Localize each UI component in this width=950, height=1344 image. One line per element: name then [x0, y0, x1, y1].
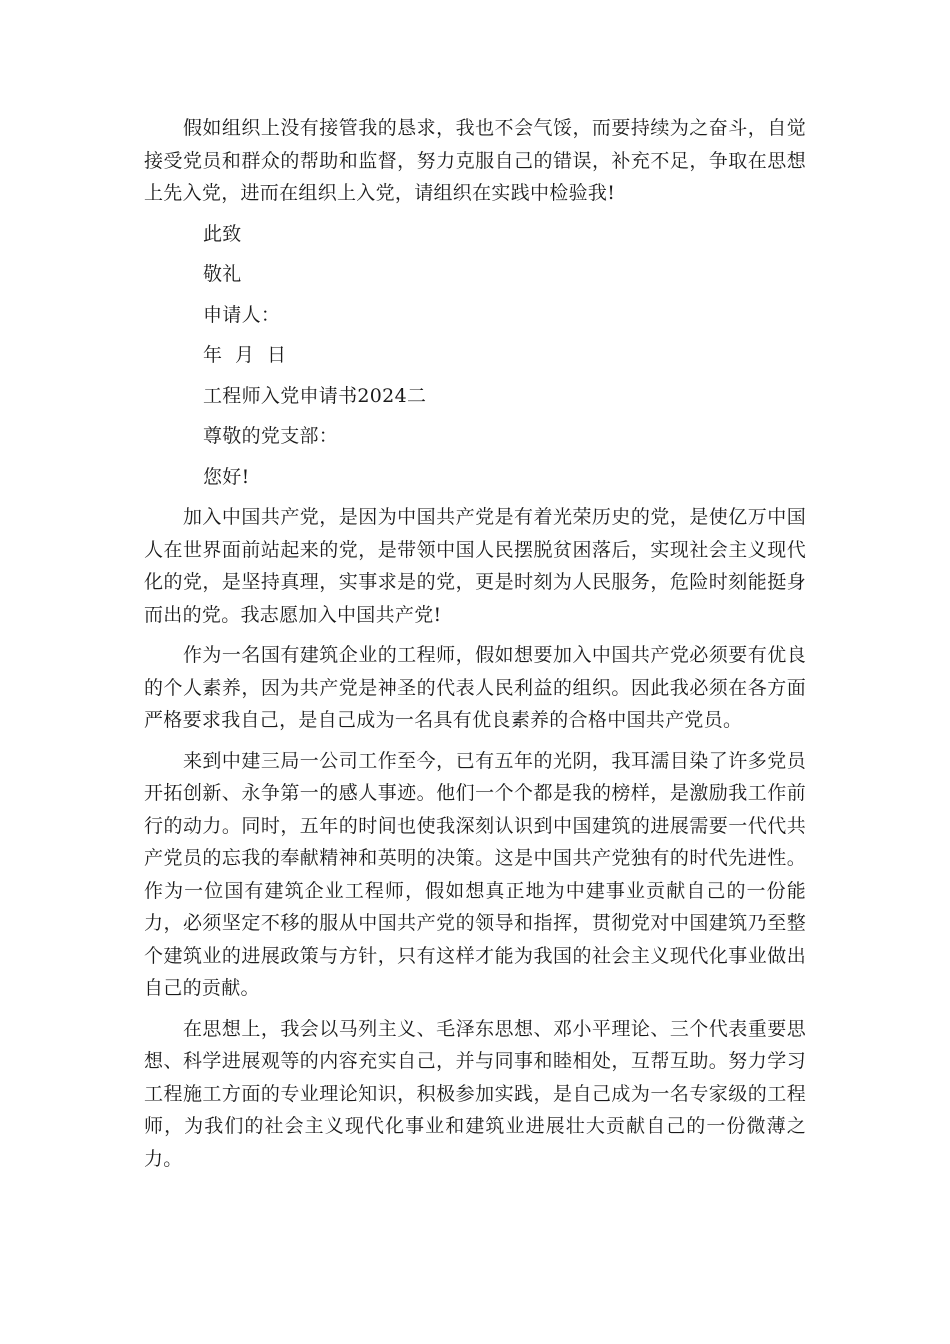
closing-cizhi: 此致: [203, 222, 242, 245]
closing-jingli: 敬礼: [203, 263, 242, 285]
greeting: 您好!: [203, 465, 250, 488]
signature-date: 年 月 日: [203, 344, 287, 366]
paragraph-thought: 在思想上，我会以马列主义、毛泽东思想、邓小平理论、三个代表重要思想、科学进展观等的内容充实自己，并与同事和睦相处，互帮互助。努力学习工程施工方面的专业理论知识，积极参加实践，是自己成为一名专家级的工程师，为我们的社会主义现代化事业和建筑业进展壮大贡献自己的一份微薄之力。: [144, 1017, 806, 1170]
section-title: 工程师入党申请书2024二: [203, 384, 427, 407]
paragraph-why-join: 加入中国共产党，是因为中国共产党是有着光荣历史的党，是使亿万中国人在世界面前站起来的党，是带领中国人民摆脱贫困落后，实现社会主义现代化的党，是坚持真理，实事求是的党，更是时刻为人民服务，危险时刻能挺身而出的党。我志愿加入中国共产党!: [144, 506, 806, 626]
paragraph-experience: 来到中建三局一公司工作至今，已有五年的光阴，我耳濡目染了许多党员开拓创新、永争第一的感人事迹。他们一个个都是我的榜样，是激励我工作前行的动力。同时，五年的时间也使我深刻认识到中国建筑的进展需要一代代共产党员的忘我的奉献精神和英明的决策。这是中国共产党独有的时代先进性。作为一位国有建筑企业工程师，假如想真正地为中建事业贡献自己的一份能力，必须坚定不移的服从中国共产党的领导和指挥，贯彻党对中国建筑乃至整个建筑业的进展政策与方针，只有这样才能为我国的社会主义现代化事业做出自己的贡献。: [144, 749, 806, 999]
document-body: [144, 112, 806, 1183]
salutation: 尊敬的党支部：: [203, 425, 339, 447]
signature-applicant: 申请人：: [203, 303, 281, 326]
paragraph-engineer-quality: 作为一名国有建筑企业的工程师，假如想要加入中国共产党必须要有优良的个人素养，因为共产党是神圣的代表人民利益的组织。因此我必须在各方面严格要求我自己，是自己成为一名具有优良素养的合格中国共产党员。: [144, 644, 806, 731]
paragraph-commitment: 假如组织上没有接管我的恳求，我也不会气馁，而要持续为之奋斗，自觉接受党员和群众的帮助和监督，努力克服自己的错误，补充不足，争取在思想上先入党，进而在组织上入党，请组织在实践中检验我!: [144, 117, 806, 204]
